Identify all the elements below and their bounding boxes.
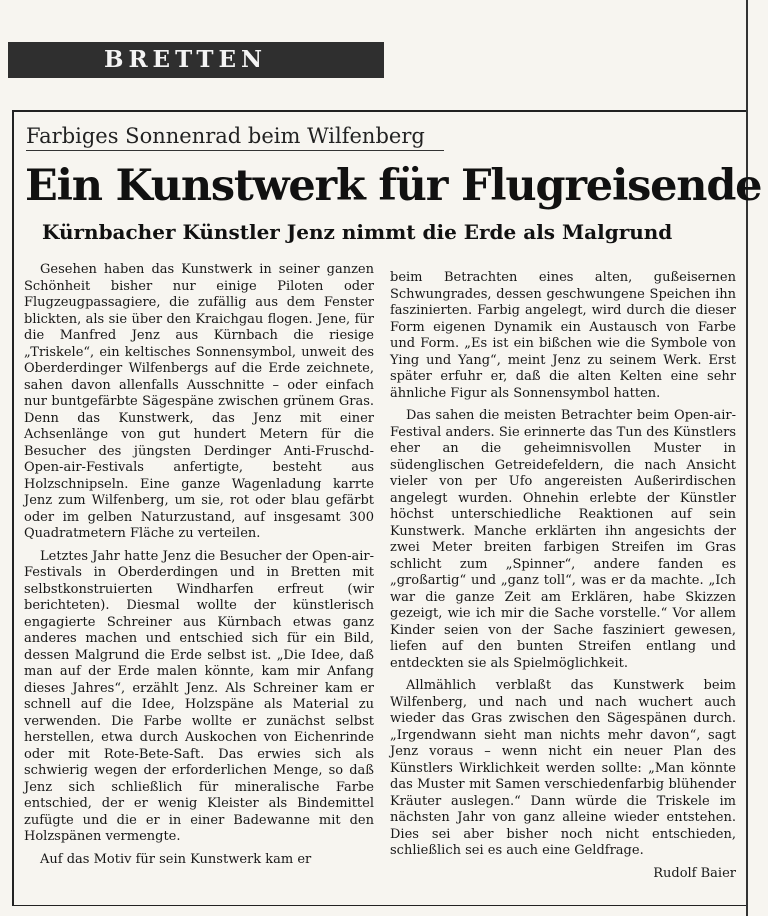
article-headline: Ein Kunstwerk für Flugreisende	[25, 161, 762, 211]
article-column-left	[24, 262, 374, 874]
section-label: BRETTEN	[104, 46, 268, 73]
section-header-bar	[8, 42, 384, 78]
column-rule	[746, 0, 748, 916]
paragraph: Allmählich verblaßt das Kunstwerk beim Wilfenberg, und nach und nach wuchert auch wieder das Gras zwischen den Sägespänen durch. „Irgendwann sieht man nichts mehr davon“, sagt Jenz voraus – wenn nicht ein neuer Plan des Künstlers Wirklichkeit werden sollte: „Man könnte das Muster mit Samen verschiedenfarbig blühender Kräuter auslegen.“ Dann würde die Triskele im nächsten Jahr von ganz alleine wieder entstehen. Dies sei aber bisher noch nicht entschieden, schließlich sei es auch eine Geldfrage.	[390, 678, 736, 858]
paragraph: Das sahen die meisten Betrachter beim Open-air-Festival anders. Sie erinnerte das Tun des Künstlers eher an die geheimnisvollen Muster in südenglischen Getreidefeldern, die nach Ansicht vieler von per Ufo angereisten Außerirdischen angelegt wurden. Ohnehin erlebte der Künstler höchst unterschiedliche Reaktionen auf sein Kunstwerk. Manche erklärten ihn angesichts der zwei Meter breiten farbigen Streifen im Gras schlicht zum „Spinner“, andere fanden es „großartig“ und „ganz toll“, was er da machte. „Ich war die ganze Zeit am Erklären, habe Skizzen gezeigt, wie ich mir die Sache vorstelle.“ Vor allem Kinder seien von der Sache fasziniert gewesen, liefen auf den bunten Streifen entlang und entdeckten sie als Spielmöglichkeit.	[390, 408, 736, 671]
article-kicker: Farbiges Sonnenrad beim Wilfenberg	[26, 124, 425, 148]
paragraph: Gesehen haben das Kunstwerk in seiner ganzen Schönheit bisher nur einige Piloten oder Flugzeugpassagiere, die zufällig aus dem Fenster blickten, als sie über den Kraichgau flogen. Jene, für die Manfred Jenz aus Kürnbach die riesige „Triskele“, ein keltisches Sonnensymbol, unweit des Oberderdinger Wilfenbergs auf die Erde zeichnete, sahen davon allenfalls Ausschnitte – oder einfach nur buntgefärbte Sägespäne zwischen grünem Gras. Denn das Kunstwerk, das Jenz mit einer Achsenlänge von gut hundert Metern für die Besucher des jüngsten Derdinger Anti-Fruschd-Open-air-Festivals anfertigte, besteht aus Holzschnipseln. Eine ganze Wagenladung karrte Jenz zum Wilfenberg, um sie, rot oder blau gefärbt oder im gelben Naturzustand, auf insgesamt 300 Quadratmetern Fläche zu verteilen.	[24, 262, 374, 541]
paragraph: beim Betrachten eines alten, gußeisernen Schwungrades, dessen geschwungene Speichen ihn faszinierten. Farbig angelegt, wird durch die dieser Form eigenen Dynamik ein Austausch von Farbe und Form. „Es ist ein bißchen wie die Symbole von Ying und Yang“, meint Jenz zu seinem Werk. Erst später erfuhr er, daß die alten Kelten eine sehr ähnliche Figur als Sonnensymbol hatten.	[390, 270, 736, 401]
article-column-right	[390, 270, 736, 882]
kicker-underline	[26, 150, 444, 151]
paragraph: Auf das Motiv für sein Kunstwerk kam er	[40, 851, 312, 867]
paragraph: Letztes Jahr hatte Jenz die Besucher der Open-air-Festivals in Oberderdingen und in Bretten mit selbstkonstruierten Windharfen erfreut (wir berichteten). Diesmal wollte der künstlerisch engagierte Schreiner aus Kürnbach etwas ganz anderes machen und entschied sich für ein Bild, dessen Malgrund die Erde selbst ist. „Die Idee, daß man auf der Erde malen könnte, kam mir Anfang dieses Jahres“, erzählt Jenz. Als Schreiner kam er schnell auf die Idee, Holzspäne als Material zu verwenden. Die Farbe wollte er zunächst selbst herstellen, etwa durch Auskochen von Eichenrinde oder mit Rote-Bete-Saft. Das erwies sich als schwierig wegen der erforderlichen Menge, so daß Jenz sich schließlich für mineralische Farbe entschied, der er wenig Kleister als Bindemittel zufügte und die er in einer Badewanne mit den Holzspänen vermengte.	[24, 548, 374, 844]
article-subhead: Kürnbacher Künstler Jenz nimmt die Erde als Malgrund	[42, 220, 673, 244]
article-byline: Rudolf Baier	[653, 865, 736, 881]
